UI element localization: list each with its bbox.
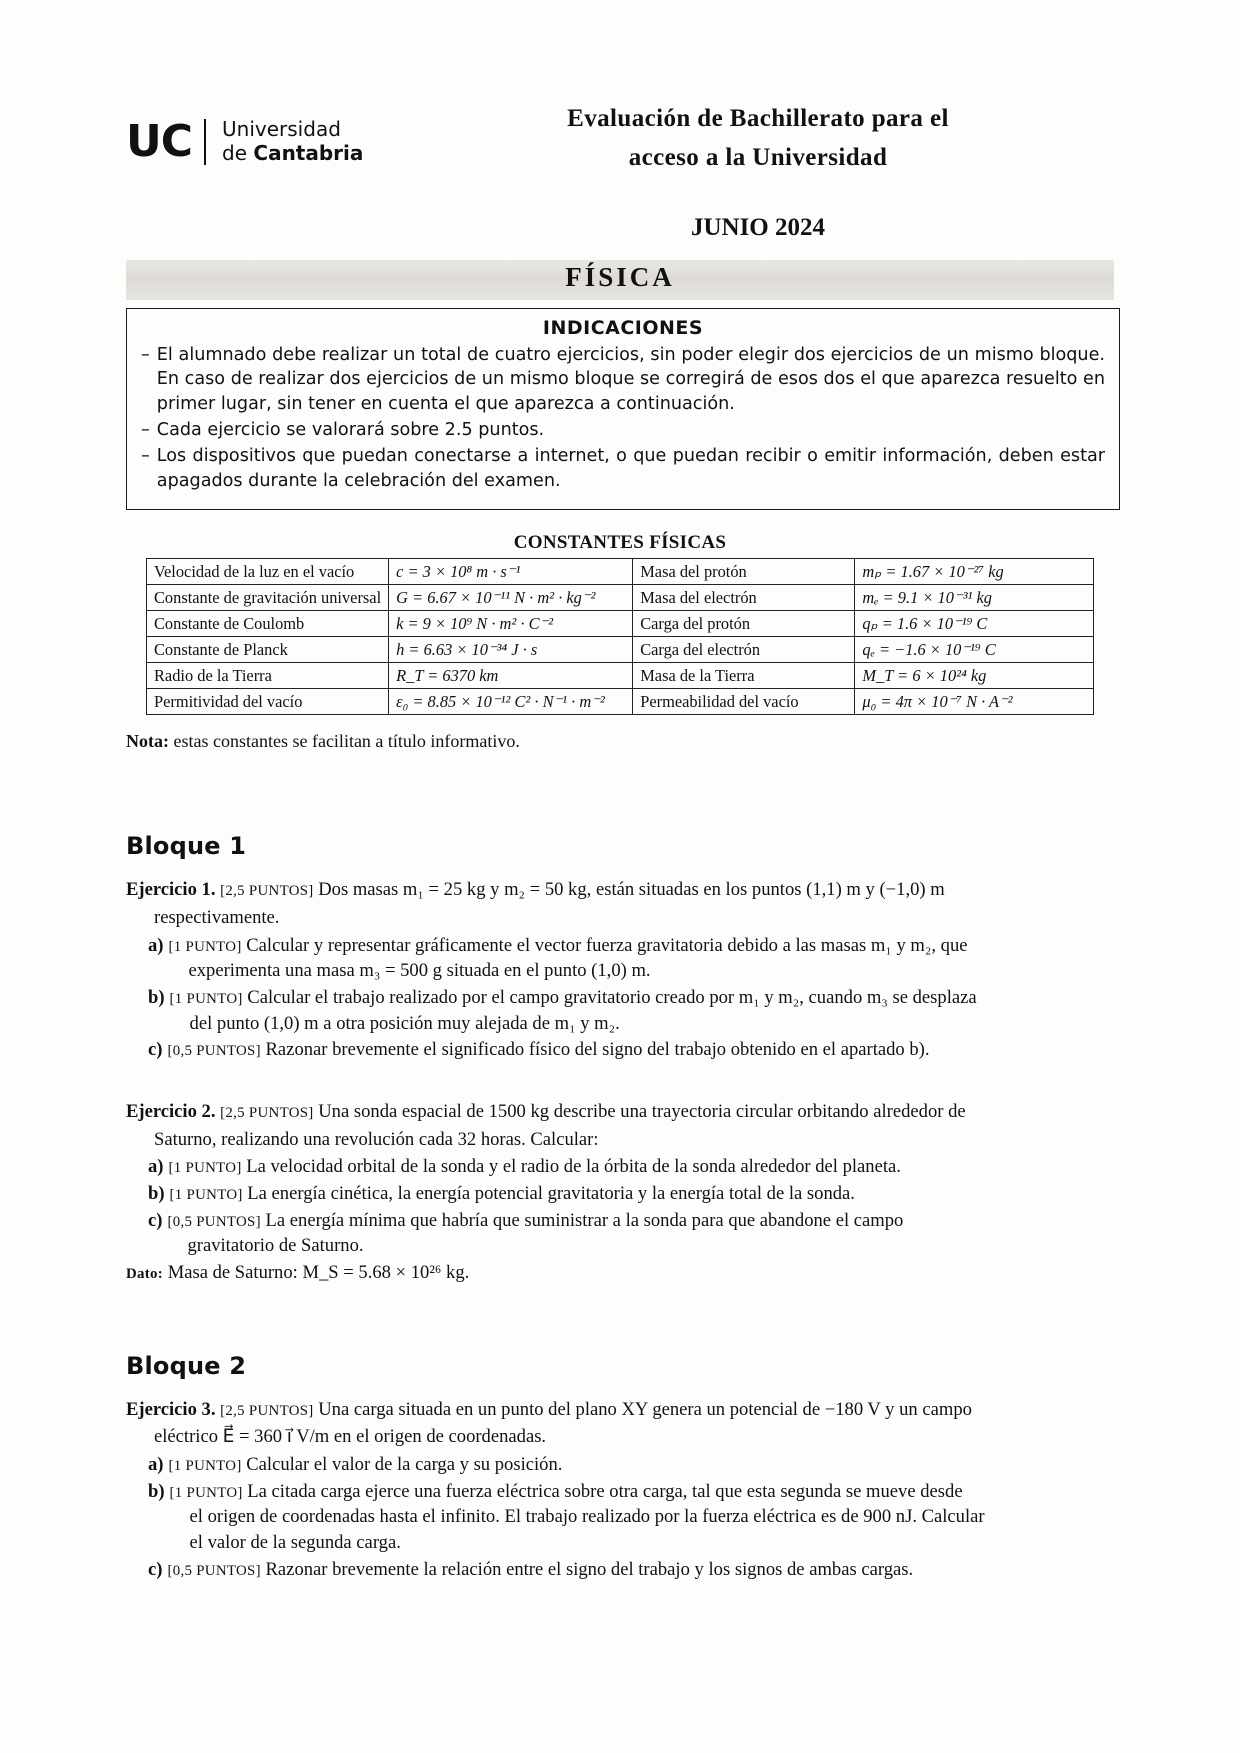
ejercicio-1-points: [2,5 PUNTOS]: [220, 883, 314, 900]
ejercicio-2-item-c: [126, 1208, 1120, 1259]
constant-name: Constante de Coulomb: [147, 611, 389, 637]
bloque-1-heading: Bloque 1: [126, 832, 247, 861]
item-points: [0,5 PUNTOS]: [167, 1213, 261, 1230]
item-body: [169, 1154, 1121, 1180]
ejercicio-2: [126, 1099, 1120, 1286]
item-label: c): [148, 1558, 163, 1580]
constant-name: Masa de la Tierra: [633, 663, 855, 689]
ejercicio-3-item-c: [126, 1557, 1120, 1583]
item-body: [169, 933, 1121, 984]
bullet-dash-icon: –: [141, 344, 150, 365]
constant-name: Masa del protón: [633, 559, 855, 585]
item-label: c): [148, 1039, 163, 1061]
exam-title-line2: acceso a la Universidad: [628, 143, 888, 171]
item-points: [1 PUNTO]: [169, 1484, 243, 1501]
ejercicio-2-label: Ejercicio 2.: [126, 1101, 216, 1123]
logo-line2-bold: Cantabria: [253, 140, 364, 165]
item-label: a): [148, 934, 164, 956]
bullet-dash-icon: –: [141, 446, 150, 467]
ejercicio-1-lead-cont: respectivamente.: [154, 907, 280, 929]
indicaciones-item: [141, 444, 1105, 494]
constant-value: qₚ = 1.6 × 10⁻¹⁹ C: [855, 611, 1094, 637]
ejercicio-2-lead: Una sonda espacial de 1500 kg describe una trayectoria circular orbitando alrededor de: [318, 1101, 966, 1123]
item-text-cont: el origen de coordenadas hasta el infinito. El trabajo realizado por la fuerza eléctrica es de 900 nJ. Calcular: [189, 1506, 985, 1528]
table-row: [147, 663, 1094, 689]
item-points: [0,5 PUNTOS]: [167, 1562, 261, 1579]
nota-text: estas constantes se facilitan a título informativo.: [173, 731, 520, 752]
item-text: Razonar brevemente el significado físico del signo del trabajo obtenido en el apartado b).: [265, 1039, 930, 1061]
item-points: [1 PUNTO]: [169, 991, 243, 1008]
indicaciones-item: [141, 343, 1105, 418]
item-text: Razonar brevemente la relación entre el signo del trabajo y los signos de ambas cargas.: [265, 1558, 914, 1580]
ejercicio-3-label: Ejercicio 3.: [126, 1398, 216, 1420]
ejercicio-3-statement: [126, 1397, 1120, 1423]
item-body: [170, 1181, 1120, 1207]
spacer: [0, 752, 1240, 830]
indicaciones-item-text: Cada ejercicio se valorará sobre 2.5 puntos.: [156, 420, 545, 441]
ejercicio-3-points: [2,5 PUNTOS]: [220, 1402, 314, 1419]
item-text-cont2: el valor de la segunda carga.: [189, 1532, 401, 1553]
constant-value: k = 9 × 10⁹ N · m² · C⁻²: [389, 611, 633, 637]
ejercicio-3: [126, 1397, 1120, 1583]
ejercicio-3-lead-cont: eléctrico E⃗ = 360 i⃗ V/m en el origen de coordenadas.: [154, 1426, 547, 1448]
exam-body: [126, 830, 1120, 1582]
table-row: [147, 611, 1094, 637]
indicaciones-item-text: El alumnado debe realizar un total de cuatro ejercicios, sin poder elegir dos ejercicios de un mismo bloque. En caso de realizar dos ejercicios de un mismo bloque se corregirá de esos dos el que aparezca resuelto en primer lugar, sin tener en cuenta el que aparezca a continuación.: [156, 344, 1105, 415]
indicaciones-item-text: Los dispositivos que puedan conectarse a internet, o que puedan recibir o emitir información, deben estar apagados durante la celebración del examen.: [156, 446, 1105, 492]
item-label: a): [148, 1156, 164, 1178]
constant-value: h = 6.63 × 10⁻³⁴ J · s: [389, 637, 633, 663]
nota-label: Nota:: [126, 731, 169, 752]
item-text-cont: del punto (1,0) m a otra posición muy alejada de m₁ y m₂.: [189, 1012, 620, 1034]
indicaciones-item: [141, 418, 1105, 443]
constant-name: Permeabilidad del vacío: [633, 689, 855, 715]
logo-divider: [204, 119, 206, 165]
ejercicio-1-label: Ejercicio 1.: [126, 879, 216, 901]
item-label: b): [148, 1480, 165, 1502]
logo-mark: UC: [126, 115, 193, 167]
constant-value: c = 3 × 10⁸ m · s⁻¹: [389, 559, 633, 585]
spacer: [126, 1069, 1120, 1099]
indicaciones-box: [126, 308, 1120, 511]
item-text: Calcular y representar gráficamente el vector fuerza gravitatoria debido a las masas m₁ y m₂, que: [246, 934, 968, 956]
item-text-cont: gravitatorio de Saturno.: [187, 1235, 364, 1257]
subject-band: [126, 260, 1114, 300]
item-points: [1 PUNTO]: [168, 1458, 242, 1475]
constants-table: [146, 558, 1094, 715]
ejercicio-1-lead: Dos masas m₁ = 25 kg y m₂ = 50 kg, están situadas en los puntos (1,1) m y (−1,0) m: [318, 879, 945, 901]
ejercicio-3-item-a: [126, 1452, 1120, 1478]
constant-value: mₚ = 1.67 × 10⁻²⁷ kg: [855, 559, 1094, 585]
item-label: c): [148, 1209, 163, 1231]
exam-title-line1: Evaluación de Bachillerato para el: [567, 105, 949, 132]
ejercicio-2-item-b: [126, 1181, 1120, 1207]
item-body: [167, 1208, 1120, 1259]
ejercicio-1-item-a: [126, 933, 1120, 984]
ejercicio-1-item-b: [126, 985, 1120, 1036]
item-points: [1 PUNTO]: [168, 938, 242, 955]
item-body: [170, 1479, 1120, 1556]
constant-value: ε₀ = 8.85 × 10⁻¹² C² · N⁻¹ · m⁻²: [389, 689, 633, 715]
table-row: [147, 559, 1094, 585]
bloque-2-heading: Bloque 2: [126, 1351, 247, 1380]
constants-table-title: CONSTANTES FÍSICAS: [513, 532, 727, 554]
ejercicio-2-item-a: [126, 1154, 1120, 1180]
page-header: [0, 0, 1240, 242]
item-points: [1 PUNTO]: [169, 1186, 243, 1203]
item-text: La citada carga ejerce una fuerza eléctrica sobre otra carga, tal que esta segunda se mueve desde: [247, 1480, 963, 1502]
ejercicio-2-dato: [126, 1260, 1120, 1286]
nota-line: [126, 731, 1240, 752]
constant-name: Carga del protón: [633, 611, 855, 637]
table-row: [147, 585, 1094, 611]
table-row: [147, 689, 1094, 715]
constant-name: Constante de gravitación universal: [147, 585, 389, 611]
item-text: La velocidad orbital de la sonda y el radio de la órbita de la sonda alrededor del planeta.: [246, 1156, 901, 1178]
item-label: b): [148, 1182, 165, 1204]
constant-name: Radio de la Tierra: [147, 663, 389, 689]
item-label: b): [148, 987, 165, 1009]
constant-name: Velocidad de la luz en el vacío: [147, 559, 389, 585]
dato-text: Masa de Saturno: M_S = 5.68 × 10²⁶ kg.: [167, 1261, 470, 1283]
subject-name: FÍSICA: [565, 261, 675, 292]
constant-value: M_T = 6 × 10²⁴ kg: [855, 663, 1094, 689]
ejercicio-2-lead-cont: Saturno, realizando una revolución cada 32 horas. Calcular:: [154, 1128, 599, 1150]
constant-value: R_T = 6370 km: [389, 663, 633, 689]
logo-line1: Universidad: [222, 117, 341, 141]
constant-value: mₑ = 9.1 × 10⁻³¹ kg: [855, 585, 1094, 611]
item-body: [167, 1037, 1120, 1063]
ejercicio-2-statement: [126, 1099, 1120, 1125]
ejercicio-3-lead: Una carga situada en un punto del plano XY genera un potencial de −180 V y un campo: [318, 1398, 972, 1420]
spacer: [126, 1292, 1120, 1350]
item-points: [1 PUNTO]: [168, 1160, 242, 1177]
item-label: a): [148, 1454, 164, 1476]
university-logo: [126, 100, 426, 165]
dato-label: Dato:: [126, 1265, 164, 1282]
constant-name: Permitividad del vacío: [147, 689, 389, 715]
constant-value: G = 6.67 × 10⁻¹¹ N · m² · kg⁻²: [389, 585, 633, 611]
table-row: [147, 637, 1094, 663]
item-text: Calcular el trabajo realizado por el campo gravitatorio creado por m₁ y m₂, cuando m₃ se desplaza: [247, 987, 977, 1009]
item-points: [0,5 PUNTOS]: [167, 1043, 261, 1060]
ejercicio-2-points: [2,5 PUNTOS]: [220, 1105, 314, 1122]
logo-line2: [222, 141, 363, 165]
ejercicio-1: [126, 877, 1120, 1063]
ejercicio-1-statement: [126, 877, 1120, 903]
constant-value: qₑ = −1.6 × 10⁻¹⁹ C: [855, 637, 1094, 663]
ejercicio-3-item-b: [126, 1479, 1120, 1556]
item-body: [167, 1557, 1120, 1583]
item-body: [170, 985, 1120, 1036]
item-text-cont: experimenta una masa m₃ = 500 g situada en el punto (1,0) m.: [188, 960, 651, 982]
logo-text: [222, 118, 363, 165]
ejercicio-1-item-c: [126, 1037, 1120, 1063]
bullet-dash-icon: –: [141, 420, 150, 441]
exam-date: JUNIO 2024: [690, 213, 826, 241]
indicaciones-list: [141, 343, 1105, 495]
exam-title-block: [426, 100, 1120, 242]
item-text: La energía mínima que habría que suministrar a la sonda para que abandone el campo: [265, 1209, 904, 1231]
item-text: Calcular el valor de la carga y su posición.: [246, 1454, 563, 1476]
indicaciones-title: INDICACIONES: [542, 316, 704, 339]
constant-name: Carga del electrón: [633, 637, 855, 663]
constant-value: μ₀ = 4π × 10⁻⁷ N · A⁻²: [855, 689, 1094, 715]
logo-line2-thin: de: [222, 140, 254, 165]
item-text: La energía cinética, la energía potencial gravitatoria y la energía total de la sonda.: [247, 1182, 855, 1204]
constant-name: Constante de Planck: [147, 637, 389, 663]
constant-name: Masa del electrón: [633, 585, 855, 611]
item-body: [169, 1452, 1121, 1478]
